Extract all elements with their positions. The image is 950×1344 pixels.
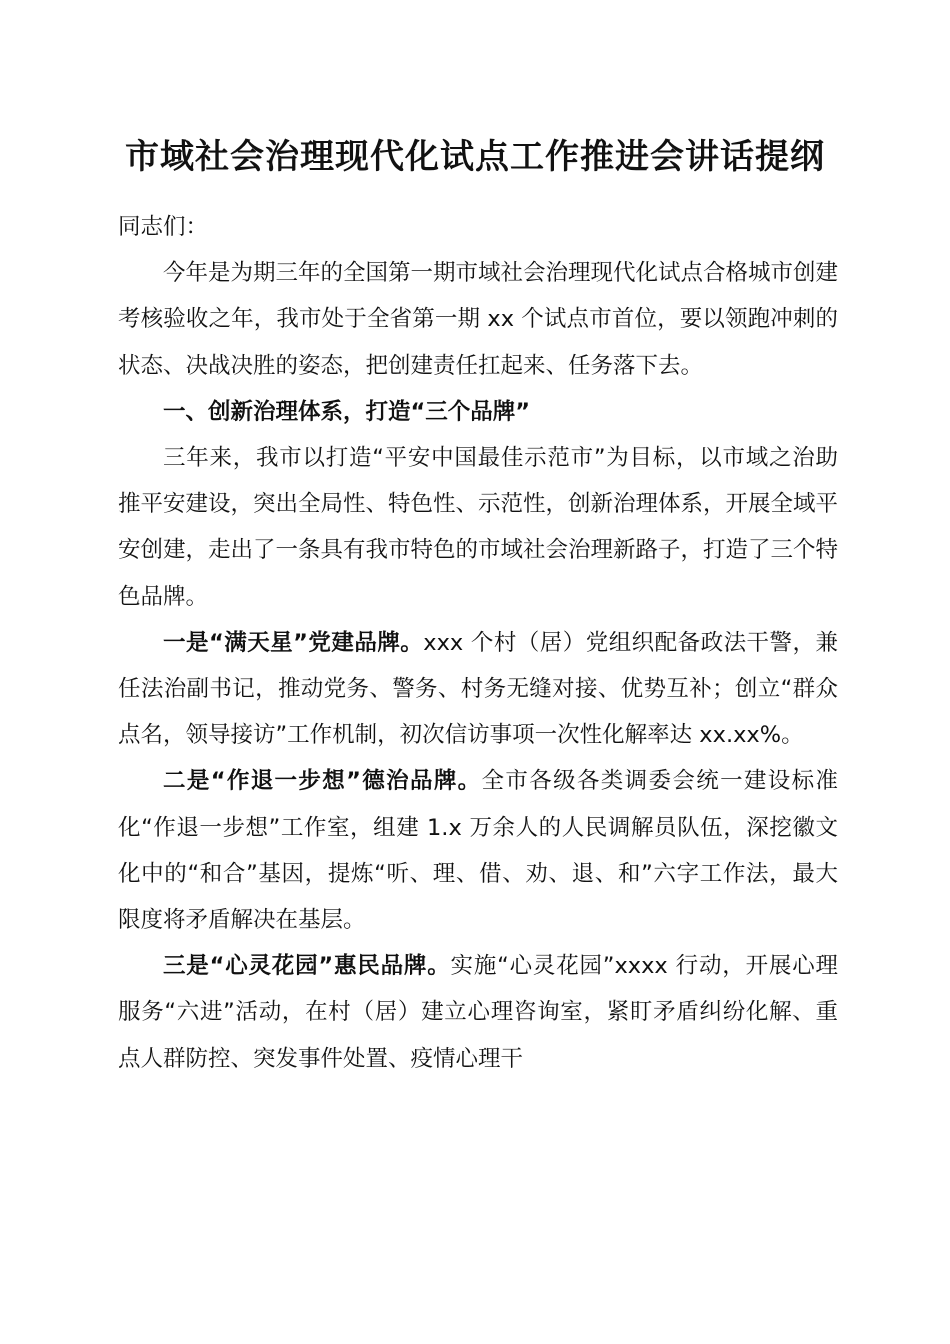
intro-paragraph: 今年是为期三年的全国第一期市域社会治理现代化试点合格城市创建考核验收之年，我市处于全省第一期 xx 个试点市首位，要以领跑冲刺的状态、决战决胜的姿态，把创建责任扛起来、任务落下去。 [118, 260, 839, 379]
brand-lead-heart-garden: 三是“心灵花园”惠民品牌。 [163, 953, 451, 980]
brand-text-heart-garden: 实施“心灵花园”xxxx 行动，开展心理服务“六进”活动，在村（居）建立心理咨询室，紧盯矛盾纠纷化解、重点人群防控、突发事件处置、疫情心理干 [118, 953, 839, 1072]
brand-text-morality: 全市各级各类调委会统一建设标准化“作退一步想”工作室，组建 1.x 万余人的人民调解员队伍，深挖徽文化中的“和合”基因，提炼“听、理、借、劝、退、和”六字工作法，最大限度将矛盾解决在基层。 [118, 768, 838, 934]
document-title: 市域社会治理现代化试点工作推进会讲话提纲 [125, 137, 825, 177]
brand-paragraph-morality [118, 758, 838, 943]
salutation: 同志们： [118, 214, 209, 240]
brand-text-party-building: xxx 个村（居）党组织配备政法干警，兼任法治副书记，推动党务、警务、村务无缝对接、优势互补；创立“群众点名，领导接访”工作机制，初次信访事项一次性化解率达 xx.xx%。 [118, 629, 838, 749]
brand-lead-party-building: 一是“满天星”党建品牌。 [163, 629, 424, 656]
brand-paragraph-heart-garden [118, 943, 838, 1082]
section-overview-paragraph: 三年来，我市以打造“平安中国最佳示范市”为目标，以市域之治助推平安建设，突出全局性、特色性、示范性，创新治理体系，开展全域平安创建，走出了一条具有我市特色的市域社会治理新路子，打造了三个特色品牌。 [118, 445, 839, 610]
section-heading: 一、创新治理体系，打造“三个品牌” [163, 398, 531, 425]
brand-lead-morality: 二是“作退一步想”德治品牌。 [163, 768, 482, 795]
brand-paragraph-party-building [118, 620, 838, 759]
document-body [118, 204, 838, 1082]
